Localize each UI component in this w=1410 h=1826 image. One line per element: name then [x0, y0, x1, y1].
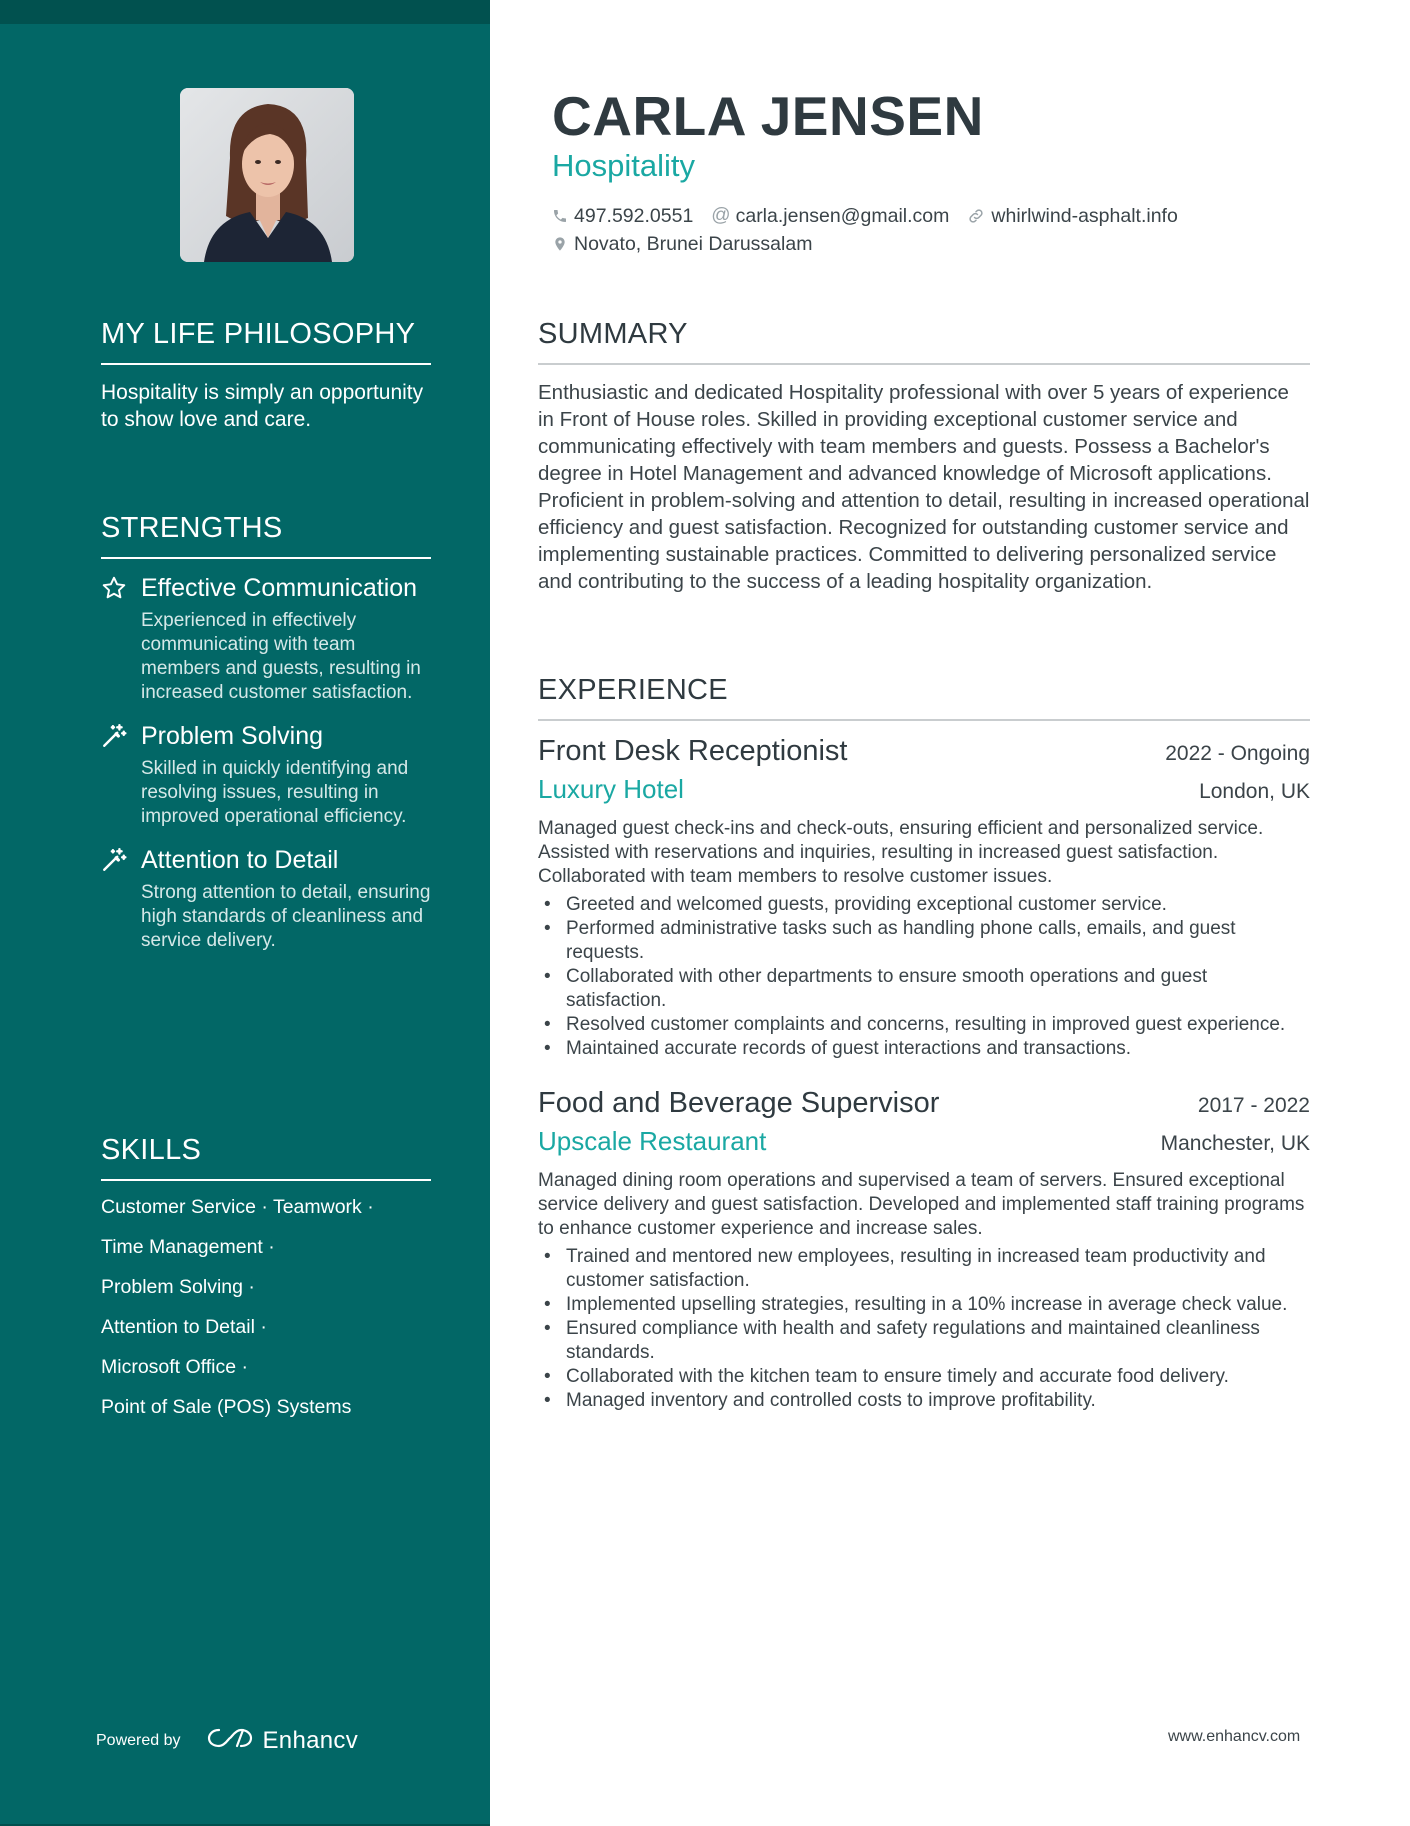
email-text: carla.jensen@gmail.com [735, 204, 950, 227]
job-entry [538, 1087, 1310, 1413]
job-bullet: • Resolved customer complaints and concerns, resulting in improved guest experience. [538, 1013, 1310, 1037]
brand-name: Enhancv [262, 1726, 358, 1754]
profile-photo [180, 88, 354, 262]
job-title: Front Desk Receptionist [538, 735, 848, 767]
strength-title: Problem Solving [141, 722, 324, 750]
skill-line: Customer Service · Teamwork · [101, 1196, 374, 1218]
contact-email[interactable] [711, 205, 949, 228]
contact-location [552, 233, 812, 256]
job-location: Manchester, UK [1160, 1132, 1310, 1155]
job-location: London, UK [1199, 780, 1310, 803]
magic-wand-icon [101, 723, 127, 749]
link-icon [967, 207, 985, 225]
sidebar-top-band [0, 0, 490, 24]
strengths-heading: STRENGTHS [101, 512, 431, 559]
job-bullet: • Performed administrative tasks such as handling phone calls, emails, and guest requests. [538, 917, 1310, 965]
job-title: Food and Beverage Supervisor [538, 1087, 940, 1119]
contact-website[interactable] [967, 205, 1177, 228]
star-icon [101, 575, 127, 601]
job-description: Managed guest check-ins and check-outs, ensuring efficient and personalized service. Assisted with reservations and inquiries, resulting in increased guest satisfaction. Collaborated with team members to resolve customer issues. [538, 818, 1264, 887]
contact-info [552, 202, 1196, 258]
website-text: whirlwind-asphalt.info [991, 204, 1178, 227]
job-description: Managed dining room operations and supervised a team of servers. Ensured exceptional service delivery and guest satisfaction. Developed and implemented staff training programs to enhance customer experience and increase sales. [538, 1170, 1305, 1239]
phone-icon [552, 208, 568, 224]
job-bullet: • Ensured compliance with health and safety regulations and maintained cleanliness standards. [538, 1317, 1310, 1365]
strength-item [101, 573, 431, 705]
skill-line: Point of Sale (POS) Systems [101, 1396, 352, 1418]
at-icon: @ [711, 205, 731, 226]
job-company: Luxury Hotel [538, 774, 684, 804]
powered-by[interactable] [96, 1726, 358, 1755]
job-dates: 2017 - 2022 [1197, 1094, 1310, 1117]
powered-by-label: Powered by [96, 1731, 181, 1749]
strength-title: Attention to Detail [141, 846, 339, 874]
strength-title: Effective Communication [141, 574, 418, 602]
philosophy-heading: MY LIFE PHILOSOPHY [101, 318, 431, 365]
enhancv-logo-icon [207, 1726, 253, 1755]
job-bullet: • Collaborated with the kitchen team to ensure timely and accurate food delivery. [538, 1365, 1310, 1389]
experience-heading: EXPERIENCE [538, 674, 1310, 721]
location-text: Novato, Brunei Darussalam [574, 232, 813, 255]
philosophy-section [101, 318, 431, 433]
experience-section [538, 674, 1310, 1413]
candidate-name: CARLA JENSEN [552, 85, 984, 147]
map-pin-icon [552, 235, 568, 253]
strength-description: Skilled in quickly identifying and resolving issues, resulting in improved operational efficiency. [141, 758, 409, 827]
strength-description: Experienced in effectively communicating with team members and guests, resulting in increased customer satisfaction. [141, 610, 421, 703]
strength-item [101, 845, 431, 953]
skill-line: Attention to Detail · [101, 1316, 267, 1338]
skill-line: Problem Solving · [101, 1276, 255, 1298]
summary-heading: SUMMARY [538, 318, 1310, 365]
job-bullet: • Collaborated with other departments to ensure smooth operations and guest satisfaction. [538, 965, 1310, 1013]
candidate-role: Hospitality [552, 148, 695, 183]
job-entry [538, 735, 1310, 1061]
strength-description: Strong attention to detail, ensuring high standards of cleanliness and service delivery. [141, 882, 431, 951]
job-bullets [538, 893, 1310, 1061]
job-bullet: • Trained and mentored new employees, resulting in increased team productivity and customer satisfaction. [538, 1245, 1310, 1293]
job-bullet: • Implemented upselling strategies, resulting in a 10% increase in average check value. [538, 1293, 1310, 1317]
summary-section [538, 318, 1310, 595]
footer-website-link[interactable]: www.enhancv.com [1168, 1728, 1301, 1745]
job-bullet: • Maintained accurate records of guest interactions and transactions. [538, 1037, 1310, 1061]
skill-line: Microsoft Office · [101, 1356, 249, 1378]
job-company: Upscale Restaurant [538, 1126, 767, 1156]
summary-text: Enthusiastic and dedicated Hospitality professional with over 5 years of experience in Front of House roles. Skilled in providing exceptional customer service and communicating effectively with team members and guests. Possess a Bachelor's degree in Hotel Management and advanced knowledge of Microsoft applications. Proficient in problem-solving and attention to detail, resulting in increased operational efficiency and guest satisfaction. Recognized for outstanding customer service and implementing sustainable practices. Committed to delivering personalized service and contributing to the success of a leading hospitality organization. [538, 381, 1310, 593]
contact-phone[interactable] [552, 205, 693, 228]
job-bullet: • Greeted and welcomed guests, providing exceptional customer service. [538, 893, 1310, 917]
skill-line: Time Management · [101, 1236, 275, 1258]
philosophy-text: Hospitality is simply an opportunity to show love and care. [101, 381, 424, 431]
magic-wand-icon [101, 847, 127, 873]
strength-item [101, 721, 431, 829]
job-bullet: • Managed inventory and controlled costs to improve profitability. [538, 1389, 1310, 1413]
skills-heading: SKILLS [101, 1134, 431, 1181]
job-dates: 2022 - Ongoing [1165, 742, 1310, 765]
job-bullets [538, 1245, 1310, 1413]
phone-text: 497.592.0551 [574, 204, 694, 227]
sidebar [0, 0, 490, 1826]
strengths-section [101, 512, 431, 953]
skills-section [101, 1134, 431, 1419]
